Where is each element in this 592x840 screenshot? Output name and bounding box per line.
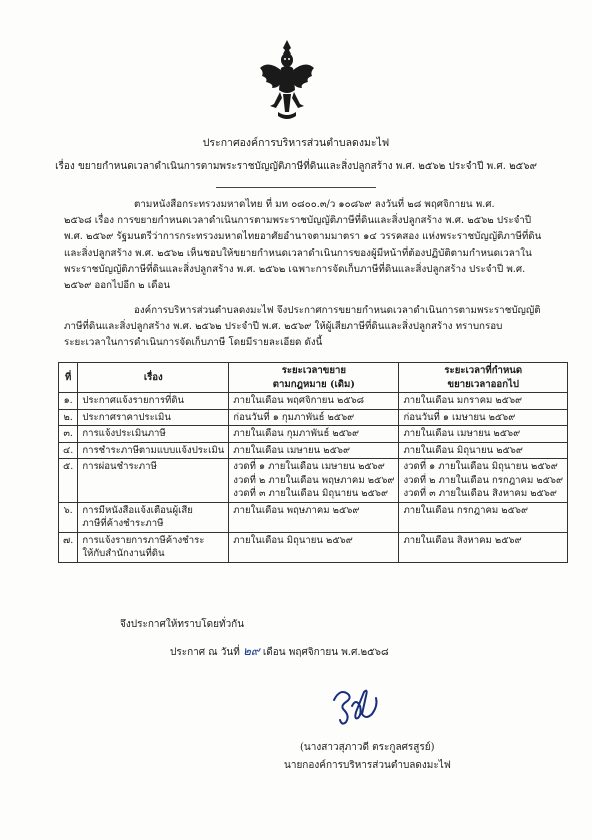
title-divider — [216, 187, 376, 188]
row-original-period — [229, 393, 399, 410]
row-num: ๑. — [59, 393, 78, 410]
row-extended-period — [399, 442, 568, 459]
garuda-emblem — [258, 38, 316, 122]
paragraph-1-line: และสิ่งปลูกสร้าง พ.ศ. ๒๕๖๒ เห็นชอบให้ขยายกำหนดเวลาดำเนินการของผู้มีหน้าที่ต้องปฏิบัติตามกำหนดเวลาใน — [64, 247, 532, 259]
row-original-period — [229, 442, 399, 459]
row-topic-line: การชำระภาษีตามแบบแจ้งประเมิน — [82, 444, 225, 456]
row-original-line: ภายในเดือน พฤศจิกายน ๒๕๖๘ — [233, 395, 365, 406]
row-original-line: ภายในเดือน มิถุนายน ๒๕๖๙ — [233, 534, 353, 546]
paragraph-2 — [64, 303, 558, 352]
signer-name: (นางสาวสุภาวดี ตระกูลศรสูรย์) — [300, 742, 435, 753]
header-original-period — [229, 363, 399, 393]
row-original-line: ภายในเดือน พฤษภาคม ๒๕๖๙ — [233, 504, 360, 516]
row-topic-line: ประกาศแจ้งรายการที่ดิน — [82, 395, 185, 406]
row-num: ๗. — [59, 532, 78, 562]
date-prefix: ประกาศ ณ วันที่ — [170, 647, 240, 658]
paragraph-1-line: ๒๕๖๙ ออกไปอีก ๒ เดือน — [64, 280, 171, 292]
announcement-subject: เรื่อง ขยายกำหนดเวลาดำเนินการตามพระราชบัญญัติภาษีที่ดินและสิ่งปลูกสร้าง พ.ศ. ๒๕๖๒ ประจำปี พ.ศ. ๒๕๖๙ — [55, 161, 537, 172]
header-original-line1: ระยะเวลาขยาย — [281, 365, 346, 376]
table-row — [59, 393, 568, 410]
paragraph-2-line: ภาษีที่ดินและสิ่งปลูกสร้าง พ.ศ. ๒๕๖๒ ประจำปี พ.ศ. ๒๕๖๙ ให้ผู้เสียภาษีที่ดินและสิ่งปลูกสร้าง ทราบกรอบ — [64, 321, 503, 333]
row-topic-line: ให้กับสำนักงานที่ดิน — [82, 548, 165, 559]
row-topic-line: การแจ้งรายการภาษีค้างชำระ — [82, 534, 205, 546]
row-original-period — [229, 426, 399, 443]
paragraph-1-line: ๒๕๖๘ เรื่อง การขยายกำหนดเวลาดำเนินการตามพระราชบัญญัติภาษีที่ดินและสิ่งปลูกสร้าง พ.ศ. ๒๕๖๒ ประจำปี — [64, 215, 532, 227]
row-extended-period — [399, 409, 568, 426]
row-num: ๓. — [59, 426, 78, 443]
paragraph-1-line: ตามหนังสือกระทรวงมหาดไทย ที่ มท ๐๘๐๐.๓/ว ๑๐๘๖๙ ลงวันที่ ๒๘ พฤศจิกายน พ.ศ. — [134, 199, 495, 210]
table-row — [59, 426, 568, 443]
row-topic — [78, 442, 229, 459]
paragraph-2-line: ระยะเวลาในการดำเนินการจัดเก็บภาษี โดยมีรายละเอียด ดังนี้ — [64, 337, 323, 349]
row-topic — [78, 393, 229, 410]
table-header-row — [59, 363, 568, 393]
row-extended-line: ภายในเดือน สิงหาคม ๒๕๖๙ — [403, 534, 522, 546]
row-original-period — [229, 532, 399, 562]
paragraph-1-line: พระราชบัญญัติภาษีที่ดินและสิ่งปลูกสร้าง พ.ศ. ๒๕๖๒ เฉพาะการจัดเก็บภาษีที่ดินและสิ่งปลูกสร้าง ประจำปี พ.ศ. — [64, 263, 526, 275]
table-row — [59, 442, 568, 459]
row-extended-line: งวดที่ ๑ ภายในเดือน มิถุนายน ๒๕๖๙ — [403, 461, 558, 472]
paragraph-2-line: องค์การบริหารส่วนตำบลดงมะไฟ จึงประกาศการขยายกำหนดเวลาดำเนินการตามพระราชบัญญัติ — [134, 305, 541, 316]
announcement-title: ประกาศองค์การบริหารส่วนตำบลดงมะไฟ — [202, 137, 390, 149]
row-original-line: งวดที่ ๓ ภายในเดือน มิถุนายน ๒๕๖๙ — [233, 488, 389, 499]
row-original-line: งวดที่ ๑ ภายในเดือน เมษายน ๒๕๖๙ — [233, 461, 385, 472]
date-suffix: เดือน พฤศจิกายน พ.ศ.๒๕๖๘ — [262, 647, 389, 658]
row-original-line: ภายในเดือน กุมภาพันธ์ ๒๕๖๙ — [233, 428, 360, 439]
row-extended-line: ภายในเดือน กรกฎาคม ๒๕๖๙ — [403, 504, 528, 516]
row-topic — [78, 409, 229, 426]
row-topic-line: การแจ้งประเมินภาษี — [82, 428, 166, 439]
closing-date — [170, 644, 389, 660]
row-num: ๖. — [59, 502, 78, 532]
header-num: ที่ — [59, 363, 78, 393]
row-extended-period — [399, 532, 568, 562]
handwritten-signature — [326, 684, 386, 728]
table-row — [59, 532, 568, 562]
row-topic — [78, 426, 229, 443]
date-day-handwritten: ๒๙ — [242, 644, 260, 658]
row-extended-line: งวดที่ ๒ ภายในเดือน กรกฎาคม ๒๕๖๙ — [403, 474, 564, 486]
header-extended-line2: ขยายเวลาออกไป — [447, 378, 519, 390]
closing-announce: จึงประกาศให้ทราบโดยทั่วกัน — [120, 619, 245, 630]
table-row — [59, 502, 568, 532]
schedule-table — [58, 362, 568, 563]
row-extended-line: ภายในเดือน มิถุนายน ๒๕๖๙ — [403, 444, 523, 456]
paragraph-1-line: พ.ศ. ๒๕๖๙ รัฐมนตรีว่าการกระทรวงมหาดไทยอาศัยอำนาจตามมาตรา ๑๔ วรรคสอง แห่งพระราชบัญญัติภาษีที่ดิน — [64, 231, 542, 243]
row-topic — [78, 459, 229, 503]
row-topic-line: การผ่อนชำระภาษี — [82, 461, 157, 472]
header-extended-line1: ระยะเวลาที่กำหนด — [444, 365, 523, 376]
row-original-period — [229, 459, 399, 503]
row-extended-line: งวดที่ ๓ ภายในเดือน สิงหาคม ๒๕๖๙ — [403, 488, 557, 499]
row-topic-line: การมีหนังสือแจ้งเตือนผู้เสีย — [82, 504, 193, 516]
row-extended-period — [399, 426, 568, 443]
row-num: ๒. — [59, 409, 78, 426]
row-original-line: ภายในเดือน เมษายน ๒๕๖๙ — [233, 444, 350, 456]
row-extended-period — [399, 393, 568, 410]
table-row — [59, 459, 568, 503]
row-num: ๔. — [59, 442, 78, 459]
row-num: ๕. — [59, 459, 78, 503]
row-extended-period — [399, 459, 568, 503]
row-extended-line: ภายในเดือน เมษายน ๒๕๖๙ — [403, 428, 521, 439]
paragraph-1 — [64, 197, 558, 294]
row-original-period — [229, 502, 399, 532]
row-original-line: งวดที่ ๒ ภายในเดือน พฤษภาคม ๒๕๖๙ — [233, 474, 395, 486]
row-extended-line: ภายในเดือน มกราคม ๒๕๖๙ — [403, 395, 523, 406]
row-topic — [78, 532, 229, 562]
header-topic: เรื่อง — [78, 363, 229, 393]
header-extended-period — [399, 363, 568, 393]
row-original-line: ก่อนวันที่ ๑ กุมภาพันธ์ ๒๕๖๙ — [233, 411, 355, 423]
row-topic-line: ภาษีที่ค้างชำระภาษี — [82, 518, 164, 529]
header-original-line2: ตามกฎหมาย (เดิม) — [272, 378, 355, 390]
row-extended-period — [399, 502, 568, 532]
row-extended-line: ก่อนวันที่ ๑ เมษายน ๒๕๖๙ — [403, 411, 516, 423]
signer-position: นายกองค์การบริหารส่วนตำบลดงมะไฟ — [284, 760, 451, 771]
table-row — [59, 409, 568, 426]
row-topic-line: ประกาศราคาประเมิน — [82, 411, 171, 423]
row-original-period — [229, 409, 399, 426]
row-topic — [78, 502, 229, 532]
